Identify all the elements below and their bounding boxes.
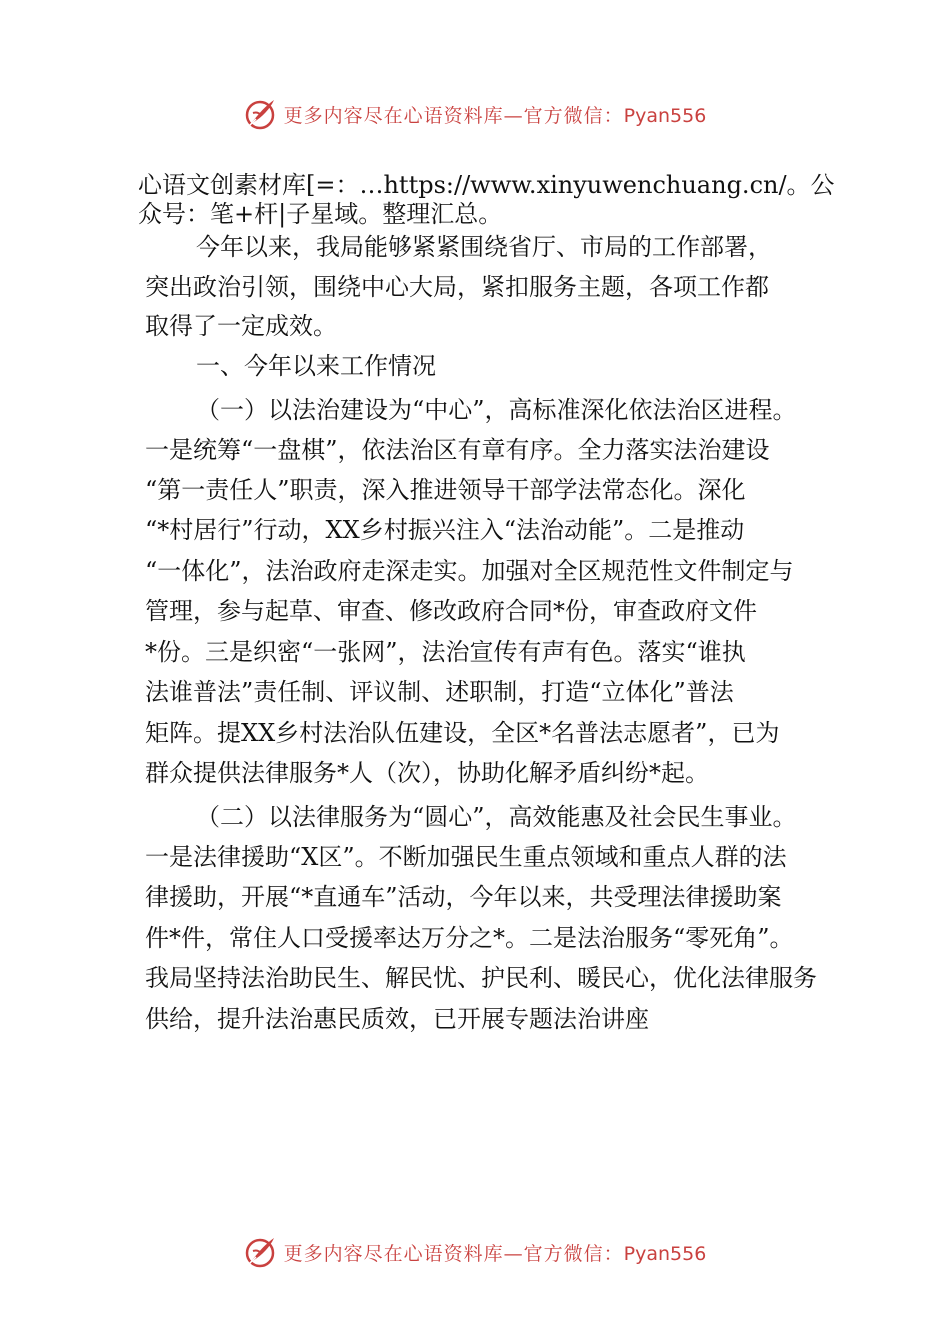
text-line-20: 件*件，常住人口受援率达万分之*。二是法治服务“零死角”。: [145, 924, 794, 952]
banner-wechat-id: Pyan556: [623, 1242, 707, 1265]
text-line-22: 供给，提升法治惠民质效，已开展专题法治讲座: [145, 1005, 649, 1033]
text-line-18: 一是法律援助“X区”。不断加强民生重点领域和重点人群的法: [145, 843, 787, 871]
text-line-10: “*村居行”行动，XX乡村振兴注入“法治动能”。二是推动: [145, 516, 745, 544]
text-line-15: 矩阵。提XX乡村法治队伍建设，全区*名普法志愿者”，已为: [145, 719, 780, 747]
text-line-9: “第一责任人”职责，深入推进领导干部学法常态化。深化: [145, 476, 746, 504]
banner-text: [284, 1239, 707, 1266]
quill-logo-icon: [244, 97, 278, 131]
text-line-14: 法谁普法”责任制、评议制、述职制，打造“立体化”普法: [145, 678, 734, 706]
header-banner: [0, 94, 950, 134]
text-line-19: 律援助，开展“*直通车”活动，今年以来，共受理法律援助案: [145, 883, 782, 911]
text-line-12: 管理，参与起草、审查、修改政府合同*份，审查政府文件: [145, 597, 757, 625]
text-line-7: （一）以法治建设为“中心”，高标准深化依法治区进程。: [196, 396, 797, 424]
text-line-3: 今年以来，我局能够紧紧围绕省厅、市局的工作部署，: [196, 233, 772, 261]
banner-slogan: 更多内容尽在心语资料库—官方微信：: [283, 1242, 624, 1265]
text-line-4: 突出政治引领，围绕中心大局，紧扣服务主题，各项工作都: [145, 273, 769, 301]
text-line-1: 心语文创素材库[=：…https://www.xinyuwenchuang.cn/。公: [138, 171, 835, 199]
text-line-11: “一体化”，法治政府走深走实。加强对全区规范性文件制定与: [145, 557, 794, 585]
text-line-17: （二）以法律服务为“圆心”，高效能惠及社会民生事业。: [196, 803, 797, 831]
text-line-13: *份。三是织密“一张网”，法治宣传有声有色。落实“谁执: [145, 638, 746, 666]
text-line-5: 取得了一定成效。: [145, 312, 337, 340]
quill-logo-icon: [244, 1235, 278, 1269]
banner-slogan: 更多内容尽在心语资料库—官方微信：: [283, 104, 624, 127]
text-line-16: 群众提供法律服务*人（次），协助化解矛盾纠纷*起。: [145, 759, 709, 787]
banner-text: [284, 101, 707, 128]
text-line-2: 众号：笔+杆|子星域。整理汇总。: [138, 200, 503, 228]
text-line-8: 一是统筹“一盘棋”，依法治区有章有序。全力落实法治建设: [145, 436, 770, 464]
footer-banner: [0, 1232, 950, 1272]
section-heading: 一、今年以来工作情况: [196, 352, 436, 380]
banner-wechat-id: Pyan556: [623, 104, 707, 127]
text-line-21: 我局坚持法治助民生、解民忧、护民利、暖民心，优化法律服务: [145, 964, 817, 992]
